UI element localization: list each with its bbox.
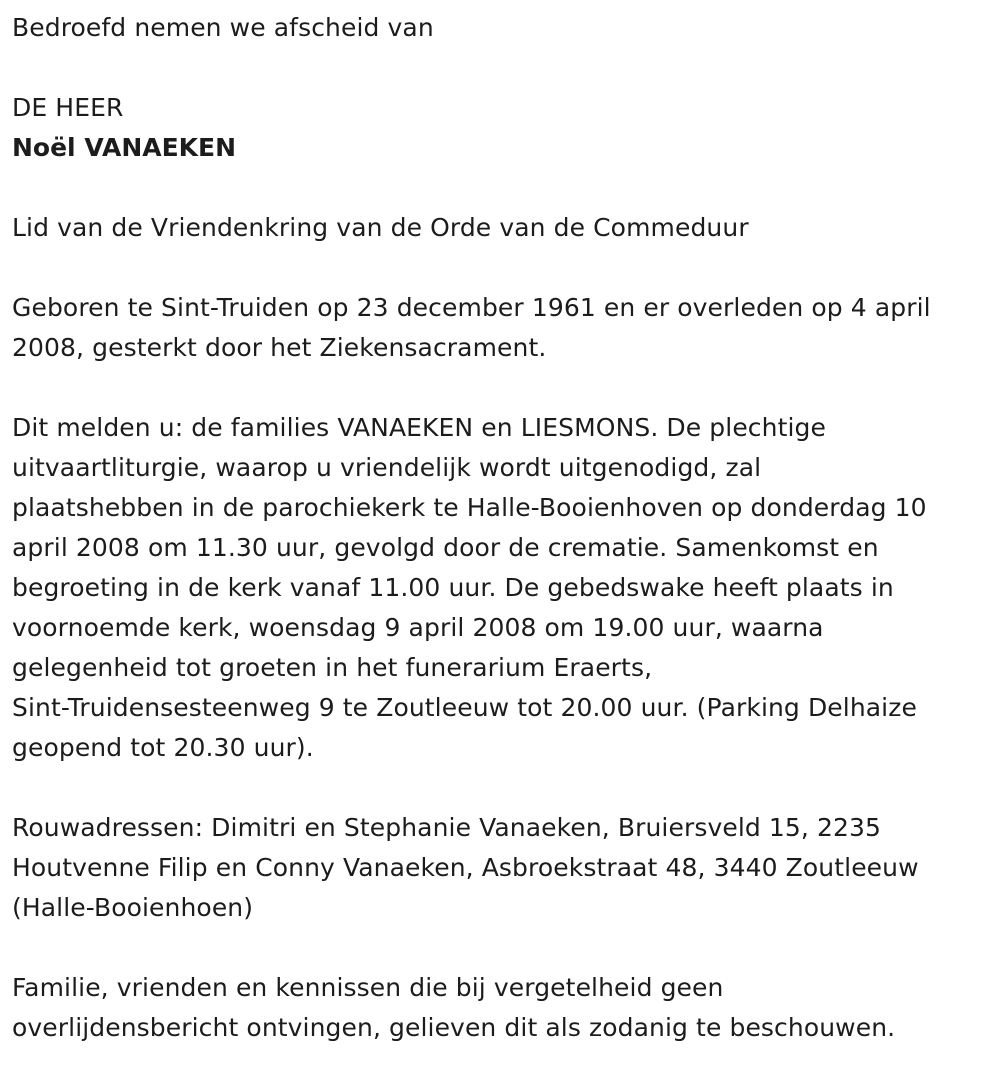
birth-paragraph bbox=[12, 288, 988, 368]
spacer bbox=[12, 48, 988, 88]
paragraph-line: begroeting in de kerk vanaf 11.00 uur. De gebedswake heeft plaats in bbox=[12, 573, 894, 602]
paragraph-line: plaatshebben in de parochiekerk te Halle-Booienhoven op donderdag 10 bbox=[12, 493, 927, 522]
paragraph-line: Rouwadressen: Dimitri en Stephanie Vanaeken, Bruiersveld 15, 2235 bbox=[12, 813, 882, 842]
ceremony-paragraph bbox=[12, 408, 988, 768]
spacer bbox=[12, 368, 988, 408]
paragraph-line: (Halle-Booienhoen) bbox=[12, 893, 254, 922]
paragraph-line: Familie, vrienden en kennissen die bij vergetelheid geen bbox=[12, 973, 724, 1002]
spacer bbox=[12, 768, 988, 808]
closing-paragraph bbox=[12, 968, 988, 1048]
paragraph-line: Dit melden u: de families VANAEKEN en LIESMONS. De plechtige bbox=[12, 413, 826, 442]
paragraph-line: overlijdensbericht ontvingen, gelieven dit als zodanig te beschouwen. bbox=[12, 1013, 896, 1042]
paragraph-line: april 2008 om 11.30 uur, gevolgd door de crematie. Samenkomst en bbox=[12, 533, 879, 562]
address-paragraph bbox=[12, 808, 988, 928]
paragraph-line: geopend tot 20.30 uur). bbox=[12, 733, 314, 762]
honorific: DE HEER bbox=[12, 93, 124, 122]
spacer bbox=[12, 928, 988, 968]
deceased-name: Noël VANAEKEN bbox=[12, 133, 237, 162]
paragraph-line: 2008, gesterkt door het Ziekensacrament. bbox=[12, 333, 547, 362]
paragraph-line: uitvaartliturgie, waarop u vriendelijk wordt uitgenodigd, zal bbox=[12, 453, 762, 482]
spacer bbox=[12, 248, 988, 288]
intro-text: Bedroefd nemen we afscheid van bbox=[12, 13, 434, 42]
paragraph-line: Sint-Truidensesteenweg 9 te Zoutleeuw tot 20.00 uur. (Parking Delhaize bbox=[12, 693, 917, 722]
paragraph-line: Houtvenne Filip en Conny Vanaeken, Asbroekstraat 48, 3440 Zoutleeuw bbox=[12, 853, 919, 882]
paragraph-line: gelegenheid tot groeten in het funerarium Eraerts, bbox=[12, 653, 653, 682]
paragraph-line: voornoemde kerk, woensdag 9 april 2008 om 19.00 uur, waarna bbox=[12, 613, 824, 642]
paragraph-line: Geboren te Sint-Truiden op 23 december 1961 en er overleden op 4 april bbox=[12, 293, 931, 322]
spacer bbox=[12, 168, 988, 208]
membership-text: Lid van de Vriendenkring van de Orde van de Commeduur bbox=[12, 213, 749, 242]
